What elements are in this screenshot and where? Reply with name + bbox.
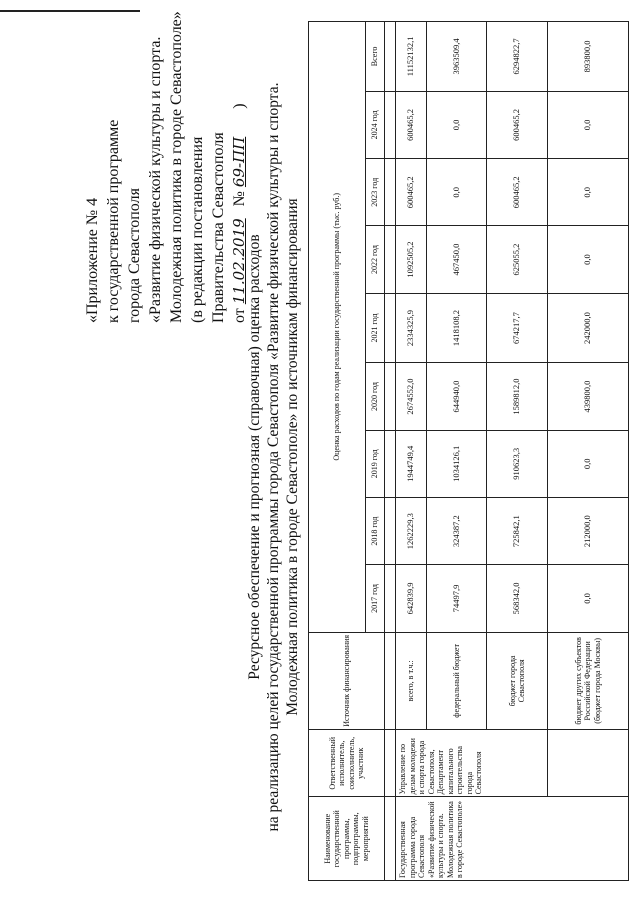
handwritten-number: 69-ПП (230, 136, 248, 188)
executor-cell: Управление по делам молодежи и спорта города Севастополя, Департамент капитального строительства города Севастополя (396, 730, 548, 797)
year-header: 2020 год (366, 363, 385, 430)
closing-paren: ) (231, 103, 248, 109)
value-cell: 568342,0 (487, 565, 548, 632)
value-cell: 1418108,2 (427, 293, 487, 363)
value-cell: 600465,2 (396, 159, 427, 226)
total-cell: 11152132,1 (396, 22, 427, 92)
appendix-line: Правительства Севастополя (210, 132, 227, 323)
value-cell: 2334325,9 (396, 293, 427, 363)
table-row (396, 22, 427, 881)
title-line: Ресурсное обеспечение и прогнозная (справочная) оценка расходов (246, 234, 263, 680)
appendix-line: «Приложение № 4 (84, 197, 101, 323)
date-prefix: от (231, 308, 248, 323)
value-cell: 0,0 (548, 226, 629, 293)
year-header: 2023 год (366, 159, 385, 226)
value-cell: 324387,2 (427, 497, 487, 564)
funding-table (308, 21, 629, 881)
year-header: 2021 год (366, 293, 385, 363)
number-label: № (231, 191, 248, 207)
value-cell: 0,0 (548, 159, 629, 226)
value-cell: 600465,2 (487, 91, 548, 158)
year-header: 2017 год (366, 565, 385, 632)
year-header: 2022 год (366, 226, 385, 293)
appendix-line: (в редакции постановления (189, 136, 206, 323)
source-cell: всего, в т.ч.: (396, 632, 427, 730)
total-cell: 6294822,7 (487, 22, 548, 92)
title-line: на реализацию целей государственной программы города Севастополя «Развитие физической культуры и спорта. (265, 82, 282, 832)
total-cell: 3963509,4 (427, 22, 487, 92)
spacer-row (385, 22, 396, 881)
value-cell: 625055,2 (487, 226, 548, 293)
value-cell: 0,0 (427, 159, 487, 226)
value-cell: 1034126,1 (427, 430, 487, 497)
value-cell: 2674552,0 (396, 363, 427, 430)
value-cell: 74497,9 (427, 565, 487, 632)
title-line: Молодежная политика в городе Севастополе» по источникам финансирования (284, 198, 301, 716)
header-executor: Ответственный исполнитель, соисполнитель, участник (309, 730, 385, 797)
source-cell: федеральный бюджет (427, 632, 487, 730)
program-name-cell: Государственная программа города Севастополя «Развитие физической культуры и спорта. Молодежная политика в городе Севастополе» (396, 797, 629, 881)
value-cell: 0,0 (548, 91, 629, 158)
value-cell: 439800,0 (548, 363, 629, 430)
appendix-line: города Севастополя (126, 188, 143, 323)
appendix-line: «Развитие физической культуры и спорта. (147, 36, 164, 323)
year-header: 2018 год (366, 497, 385, 564)
total-cell: 893800,0 (548, 22, 629, 92)
header-row (309, 22, 366, 881)
year-header: 2024 год (366, 91, 385, 158)
value-cell: 242000,0 (548, 293, 629, 363)
value-cell: 1944749,4 (396, 430, 427, 497)
source-cell: бюджет других субъектов Российской Федерации (бюджет города Москвы) (548, 632, 629, 730)
total-header: Всего (366, 22, 385, 92)
header-name: Наименование государственной программы, подпрограммы, мероприятий (309, 797, 385, 881)
value-cell: 0,0 (427, 91, 487, 158)
table-row (548, 22, 629, 881)
value-cell: 725842,1 (487, 497, 548, 564)
value-cell: 600465,2 (396, 91, 427, 158)
value-cell: 0,0 (548, 565, 629, 632)
document-title (245, 27, 302, 887)
value-cell: 212000,0 (548, 497, 629, 564)
value-cell: 600465,2 (487, 159, 548, 226)
value-cell: 0,0 (548, 430, 629, 497)
appendix-note (82, 11, 250, 323)
value-cell: 674217,7 (487, 293, 548, 363)
header-estimate: Оценка расходов по годам реализации государственной программы (тыс. руб.) (309, 22, 366, 633)
executor-cell-empty (548, 730, 629, 797)
year-header: 2019 год (366, 430, 385, 497)
value-cell: 1262229,3 (396, 497, 427, 564)
value-cell: 1589812,0 (487, 363, 548, 430)
appendix-line: Молодежная политика в городе Севастополе» (168, 11, 185, 323)
value-cell: 1092505,2 (396, 226, 427, 293)
value-cell: 910623,3 (487, 430, 548, 497)
header-source: Источник финансирования (309, 632, 385, 730)
value-cell: 644940,0 (427, 363, 487, 430)
appendix-line: к государственной программе (105, 119, 122, 323)
value-cell: 642839,9 (396, 565, 427, 632)
value-cell: 467450,0 (427, 226, 487, 293)
source-cell: бюджет города Севастополя (487, 632, 548, 730)
handwritten-date: 11.02.2019 (230, 218, 248, 305)
